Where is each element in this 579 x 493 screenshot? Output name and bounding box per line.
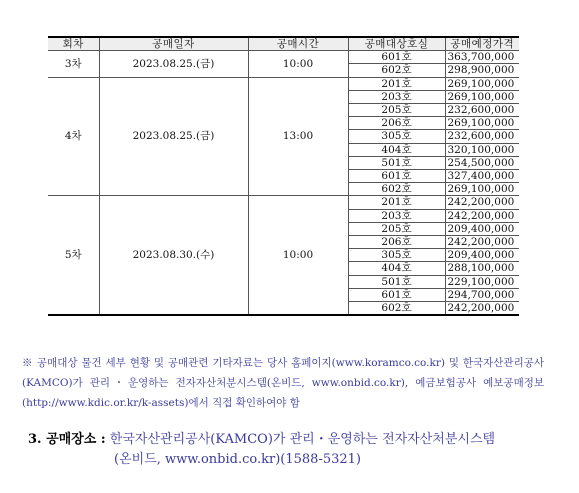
room-cell: 203호 [348, 209, 445, 222]
room-cell: 205호 [348, 104, 445, 117]
room-cell: 205호 [348, 222, 445, 235]
price-cell: 232,600,000 [445, 130, 519, 143]
table-row [48, 77, 519, 90]
header-date: 공매일자 [99, 37, 248, 51]
price-cell: 209,400,000 [445, 249, 519, 262]
price-cell: 269,100,000 [445, 90, 519, 103]
table-body [48, 51, 519, 316]
room-cell: 501호 [348, 275, 445, 288]
room-cell: 203호 [348, 90, 445, 103]
price-cell: 288,100,000 [445, 262, 519, 275]
header-round: 회차 [48, 37, 99, 51]
table-header [48, 37, 519, 51]
price-cell: 232,600,000 [445, 104, 519, 117]
auction-venue [28, 430, 548, 470]
room-cell: 601호 [348, 51, 445, 64]
room-cell: 501호 [348, 156, 445, 169]
table-row [48, 51, 519, 64]
reference-note: ※ 공매대상 물건 세부 현황 및 공매관련 기타자료는 당사 홈페이지(www.koramco.co.kr) 및 한국자산관리공사(KAMCO)가 관리・운영하는 전자자산처분시스템(온비드, www.onbid.co.kr), 예금보험공사 예보공매정보(http://www.kdic.or.kr/k-assets)에서 직접 확인하여야 함 [22, 357, 544, 409]
header-row [48, 37, 519, 51]
room-cell: 602호 [348, 64, 445, 77]
round-cell: 5차 [48, 196, 99, 315]
room-cell: 404호 [348, 262, 445, 275]
price-cell: 294,700,000 [445, 288, 519, 301]
price-cell: 229,100,000 [445, 275, 519, 288]
price-cell: 254,500,000 [445, 156, 519, 169]
price-cell: 242,200,000 [445, 196, 519, 209]
room-cell: 201호 [348, 77, 445, 90]
room-cell: 305호 [348, 249, 445, 262]
room-cell: 206호 [348, 117, 445, 130]
date-cell: 2023.08.25.(금) [99, 77, 248, 196]
price-cell: 298,900,000 [445, 64, 519, 77]
time-cell: 13:00 [248, 77, 348, 196]
venue-line-1: 한국자산관리공사(KAMCO)가 관리・운영하는 전자자산처분시스템 [109, 432, 496, 447]
room-cell: 601호 [348, 288, 445, 301]
price-cell: 320,100,000 [445, 143, 519, 156]
date-cell: 2023.08.30.(수) [99, 196, 248, 315]
venue-line-2: (온비드, www.onbid.co.kr)(1588-5321) [114, 452, 361, 467]
room-cell: 602호 [348, 183, 445, 196]
auction-schedule-table [48, 36, 519, 316]
date-cell: 2023.08.25.(금) [99, 51, 248, 77]
table-row [48, 196, 519, 209]
price-cell: 269,100,000 [445, 77, 519, 90]
price-cell: 363,700,000 [445, 51, 519, 64]
room-cell: 206호 [348, 236, 445, 249]
price-cell: 327,400,000 [445, 170, 519, 183]
time-cell: 10:00 [248, 51, 348, 77]
room-cell: 201호 [348, 196, 445, 209]
price-cell: 269,100,000 [445, 117, 519, 130]
time-cell: 10:00 [248, 196, 348, 315]
room-cell: 305호 [348, 130, 445, 143]
room-cell: 601호 [348, 170, 445, 183]
price-cell: 242,200,000 [445, 209, 519, 222]
room-cell: 602호 [348, 302, 445, 316]
room-cell: 404호 [348, 143, 445, 156]
venue-label: 3. 공매장소 : [28, 432, 106, 447]
price-cell: 242,200,000 [445, 302, 519, 316]
price-cell: 209,400,000 [445, 222, 519, 235]
header-time: 공매시간 [248, 37, 348, 51]
header-price: 공매예정가격 [445, 37, 519, 51]
price-cell: 269,100,000 [445, 183, 519, 196]
price-cell: 242,200,000 [445, 236, 519, 249]
round-cell: 3차 [48, 51, 99, 77]
header-room: 공매대상호실 [348, 37, 445, 51]
round-cell: 4차 [48, 77, 99, 196]
